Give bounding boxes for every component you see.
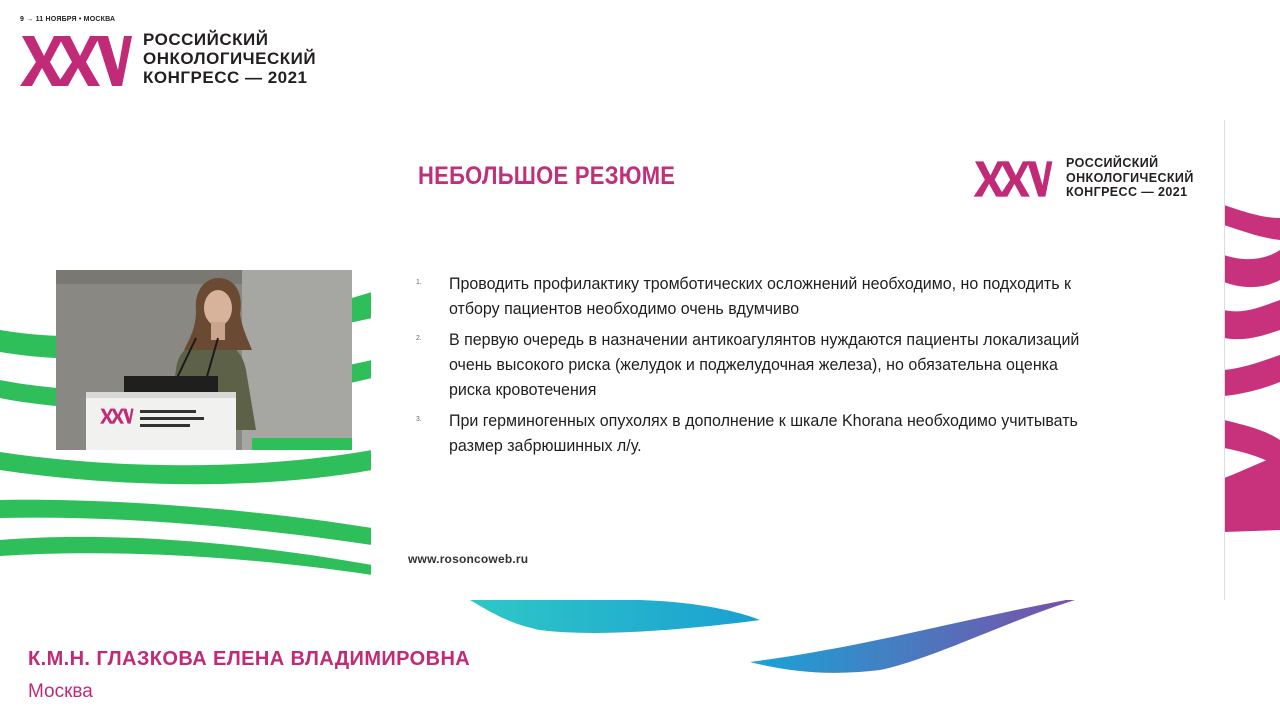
slide-congress-name (1066, 156, 1194, 200)
presentation-slide (371, 120, 1225, 600)
list-item-number: 2. (416, 335, 422, 342)
congress-name-line: ОНКОЛОГИЧЕСКИЙ (143, 49, 317, 68)
congress-name-line: КОНГРЕСС — 2021 (1066, 185, 1188, 199)
list-item-text: Проводить профилактику тромботических осложнений необходимо, но подходить к отбору пациентов необходимо очень вдумчиво (448, 275, 1072, 318)
congress-name-line: ОНКОЛОГИЧЕСКИЙ (1066, 170, 1194, 185)
slide-congress-logo (973, 156, 1213, 206)
list-item (416, 328, 1095, 403)
slide-url: www.rosoncoweb.ru (408, 552, 529, 566)
congress-dates: 9 → 11 НОЯБРЯ • МОСКВА (20, 16, 116, 23)
xxv-numeral-logo (973, 160, 1053, 198)
list-item (416, 272, 1095, 322)
speaker-video-frame (56, 270, 352, 450)
presenter-city: Москва (28, 681, 93, 702)
magenta-waves (1224, 205, 1280, 532)
xxv-numeral-logo (20, 34, 132, 88)
congress-name-line: КОНГРЕСС — 2021 (143, 68, 308, 87)
slide-title: НЕБОЛЬШОЕ РЕЗЮМЕ (418, 162, 676, 190)
summary-list (416, 272, 1116, 465)
list-item-text: В первую очередь в назначении антикоагулянтов нуждаются пациенты локализаций очень высокого риска (желудок и поджелудочная железа), но обязательна оценка риска кровотечения (448, 331, 1080, 399)
presenter-name: К.М.Н. ГЛАЗКОВА ЕЛЕНА ВЛАДИМИРОВНА (28, 648, 471, 670)
congress-name (143, 30, 316, 87)
congress-logo (20, 16, 350, 96)
congress-name-line: РОССИЙСКИЙ (143, 30, 269, 49)
teal-wave (470, 600, 760, 633)
congress-name-line: РОССИЙСКИЙ (1066, 156, 1159, 170)
list-item-number: 1. (416, 279, 422, 286)
list-item (416, 409, 1095, 459)
list-item-text: При герминогенных опухолях в дополнение к шкале Khorana необходимо учитывать размер забрюшинных л/у. (448, 412, 1078, 455)
list-item-number: 3. (416, 416, 422, 423)
speaker-video (56, 270, 352, 450)
purple-wave (750, 600, 1075, 673)
